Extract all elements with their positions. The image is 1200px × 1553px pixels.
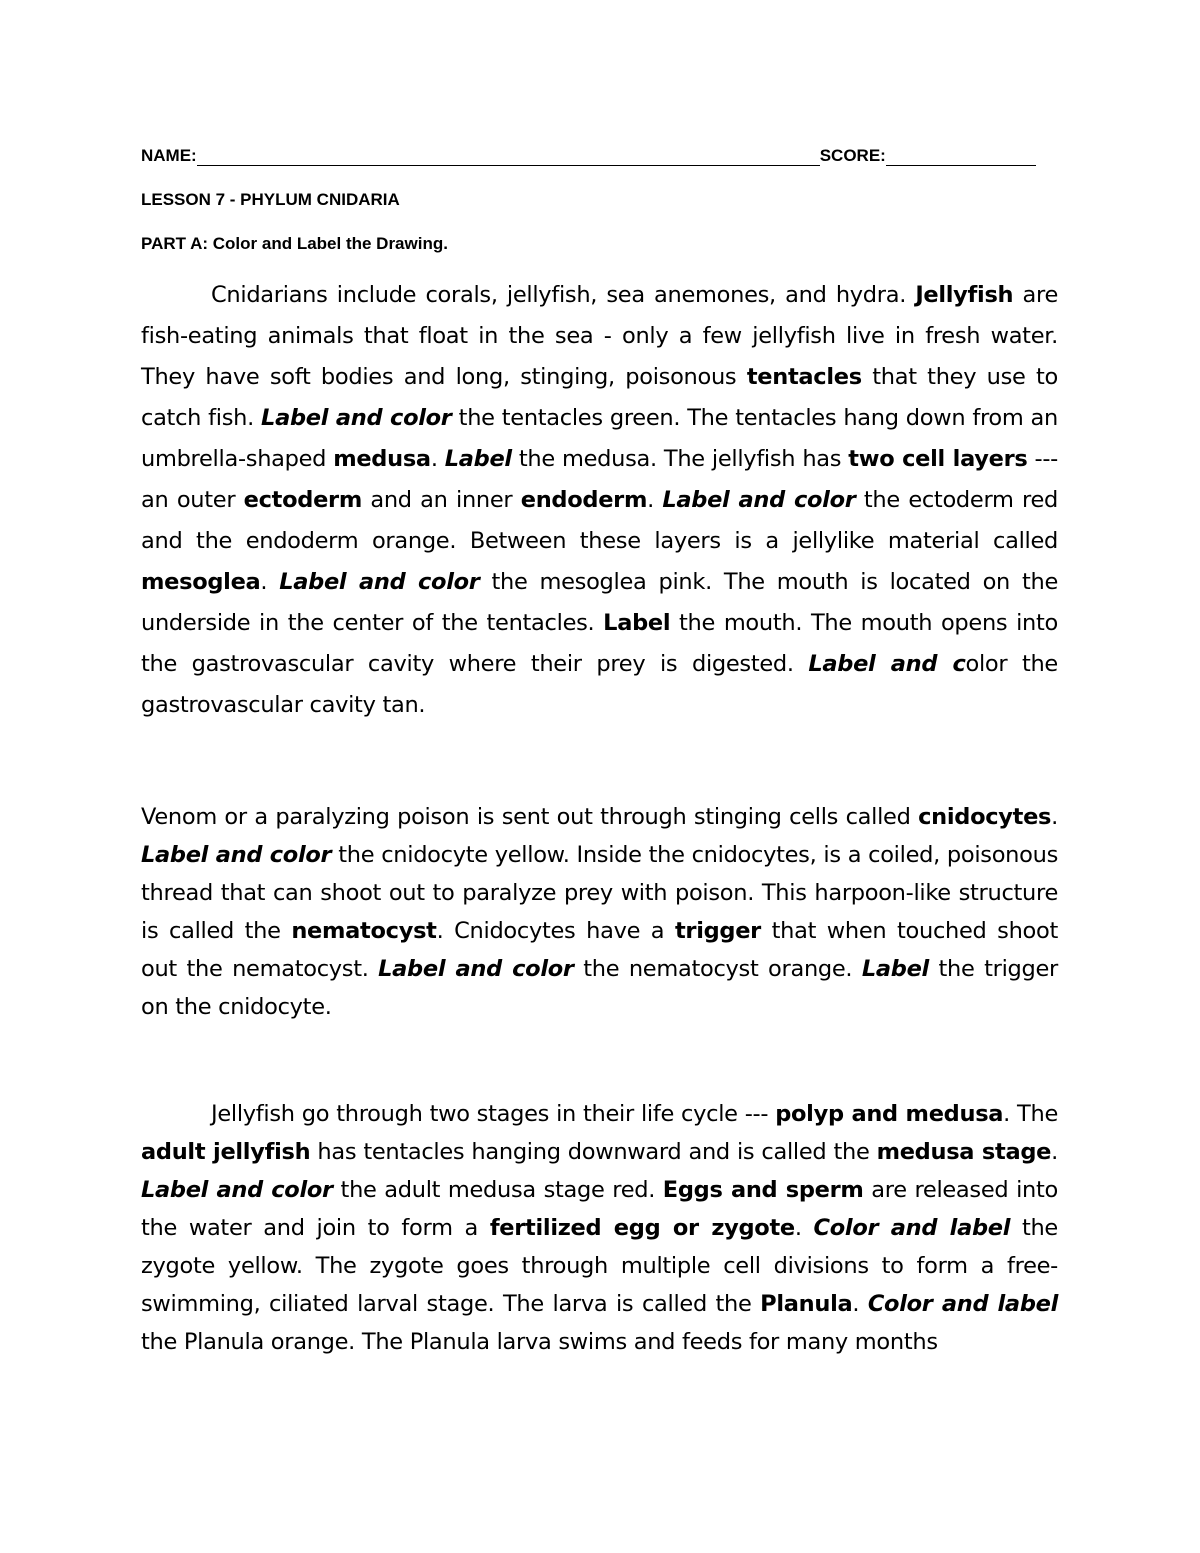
text-run: Jellyfish go through two stages in their life cycle ---	[211, 1101, 776, 1127]
instruction-label-color: Label and color	[279, 569, 480, 595]
term-ectoderm: ectoderm	[243, 487, 362, 513]
score-label: SCORE:	[819, 146, 886, 165]
text-run: are fish-eating animals that float in the sea - only a few jellyfish live in fresh water. They have soft bodies and long, stinging, poisonous	[141, 282, 1058, 390]
text-run: the cnidocyte yellow. Inside the cnidocytes, is a coiled, poisonous thread that can shoot out to paralyze prey with poison. This harpoon-like structure is called the	[141, 842, 1058, 944]
text-run: .	[1051, 1139, 1058, 1165]
term-mesoglea: mesoglea	[141, 569, 261, 595]
text-run: olor the gastrovascular cavity tan.	[141, 651, 1058, 718]
text-run: has tentacles hanging downward and is called the	[310, 1139, 877, 1165]
score-blank-field[interactable]	[886, 149, 1036, 166]
term-two-cell-layers: two cell layers	[848, 446, 1028, 472]
term-fertilized-egg: fertilized egg or zygote	[489, 1215, 795, 1241]
part-a-instruction: PART A: Color and Label the Drawing.	[141, 234, 448, 253]
term-eggs-and-sperm: Eggs and sperm	[662, 1177, 864, 1203]
text-run: the mouth. The mouth opens into the gastrovascular cavity where their prey is digested.	[141, 610, 1058, 677]
instruction-label: Label	[444, 446, 512, 472]
text-run: .	[852, 1291, 868, 1317]
name-score-line	[141, 146, 1056, 166]
text-run: .	[430, 446, 445, 472]
text-run: .	[647, 487, 663, 513]
term-nematocyst: nematocyst	[291, 918, 437, 944]
text-run: are released into the water and join to form a	[141, 1177, 1058, 1241]
term-medusa-stage: medusa stage	[876, 1139, 1052, 1165]
text-run: Cnidarians include corals, jellyfish, sea anemones, and hydra.	[211, 282, 916, 308]
instruction-label: Label	[603, 610, 671, 636]
paragraph-cnidocytes	[141, 798, 1058, 1026]
lesson-title: LESSON 7 - PHYLUM CNIDARIA	[141, 190, 400, 209]
text-run: that when touched shoot out the nematocyst.	[141, 918, 1058, 982]
text-run: .	[260, 569, 280, 595]
instruction-color-label: Color and label	[813, 1215, 1011, 1241]
text-run: the nematocyst orange.	[573, 956, 862, 982]
instruction-label-color: Label and color	[378, 956, 574, 982]
instruction-color-label: Color and label	[867, 1291, 1058, 1317]
text-run: and an inner	[361, 487, 521, 513]
paragraph-intro	[141, 275, 1058, 726]
paragraph-life-cycle	[141, 1095, 1058, 1361]
instruction-label-color: Label and color	[261, 405, 452, 431]
text-run: --- an outer	[141, 446, 1058, 513]
term-cnidocytes: cnidocytes	[918, 804, 1052, 830]
text-run: the mesoglea pink. The mouth is located on the underside in the center of the tentacles.	[141, 569, 1058, 636]
text-run: . The	[1003, 1101, 1058, 1127]
text-run: the medusa. The jellyfish has	[511, 446, 849, 472]
term-medusa: medusa	[333, 446, 431, 472]
text-run: . Cnidocytes have a	[436, 918, 675, 944]
instruction-label-color: Label and color	[141, 1177, 333, 1203]
text-run: the adult medusa stage red.	[332, 1177, 663, 1203]
text-run: .	[1051, 804, 1058, 830]
name-blank-field[interactable]	[197, 149, 820, 166]
text-run: the tentacles green. The tentacles hang down from an umbrella-shaped	[141, 405, 1059, 472]
instruction-label: Label	[861, 956, 929, 982]
term-jellyfish: Jellyfish	[915, 282, 1014, 308]
text-run: .	[794, 1215, 814, 1241]
instruction-label-color: Label and c	[808, 651, 966, 677]
term-endoderm: endoderm	[520, 487, 648, 513]
text-run: Venom or a paralyzing poison is sent out through stinging cells called	[141, 804, 919, 830]
term-trigger: trigger	[674, 918, 761, 944]
text-run: the zygote yellow. The zygote goes through multiple cell divisions to form a free-swimming, ciliated larval stage. The larva is called the	[141, 1215, 1058, 1317]
term-adult-jellyfish: adult jellyfish	[141, 1139, 311, 1165]
instruction-label-color: Label and color	[662, 487, 856, 513]
text-run: the ectoderm red and the endoderm orange. Between these layers is a jellylike material called	[141, 487, 1058, 554]
instruction-label-color: Label and color	[141, 842, 332, 868]
term-planula: Planula	[760, 1291, 853, 1317]
term-tentacles: tentacles	[746, 364, 862, 390]
text-run: the trigger on the cnidocyte.	[141, 956, 1058, 1020]
term-polyp-and-medusa: polyp and medusa	[775, 1101, 1004, 1127]
text-run: that they use to catch fish.	[141, 364, 1059, 431]
text-run: the Planula orange. The Planula larva swims and feeds for many months	[141, 1329, 938, 1355]
name-label: NAME:	[141, 146, 197, 165]
